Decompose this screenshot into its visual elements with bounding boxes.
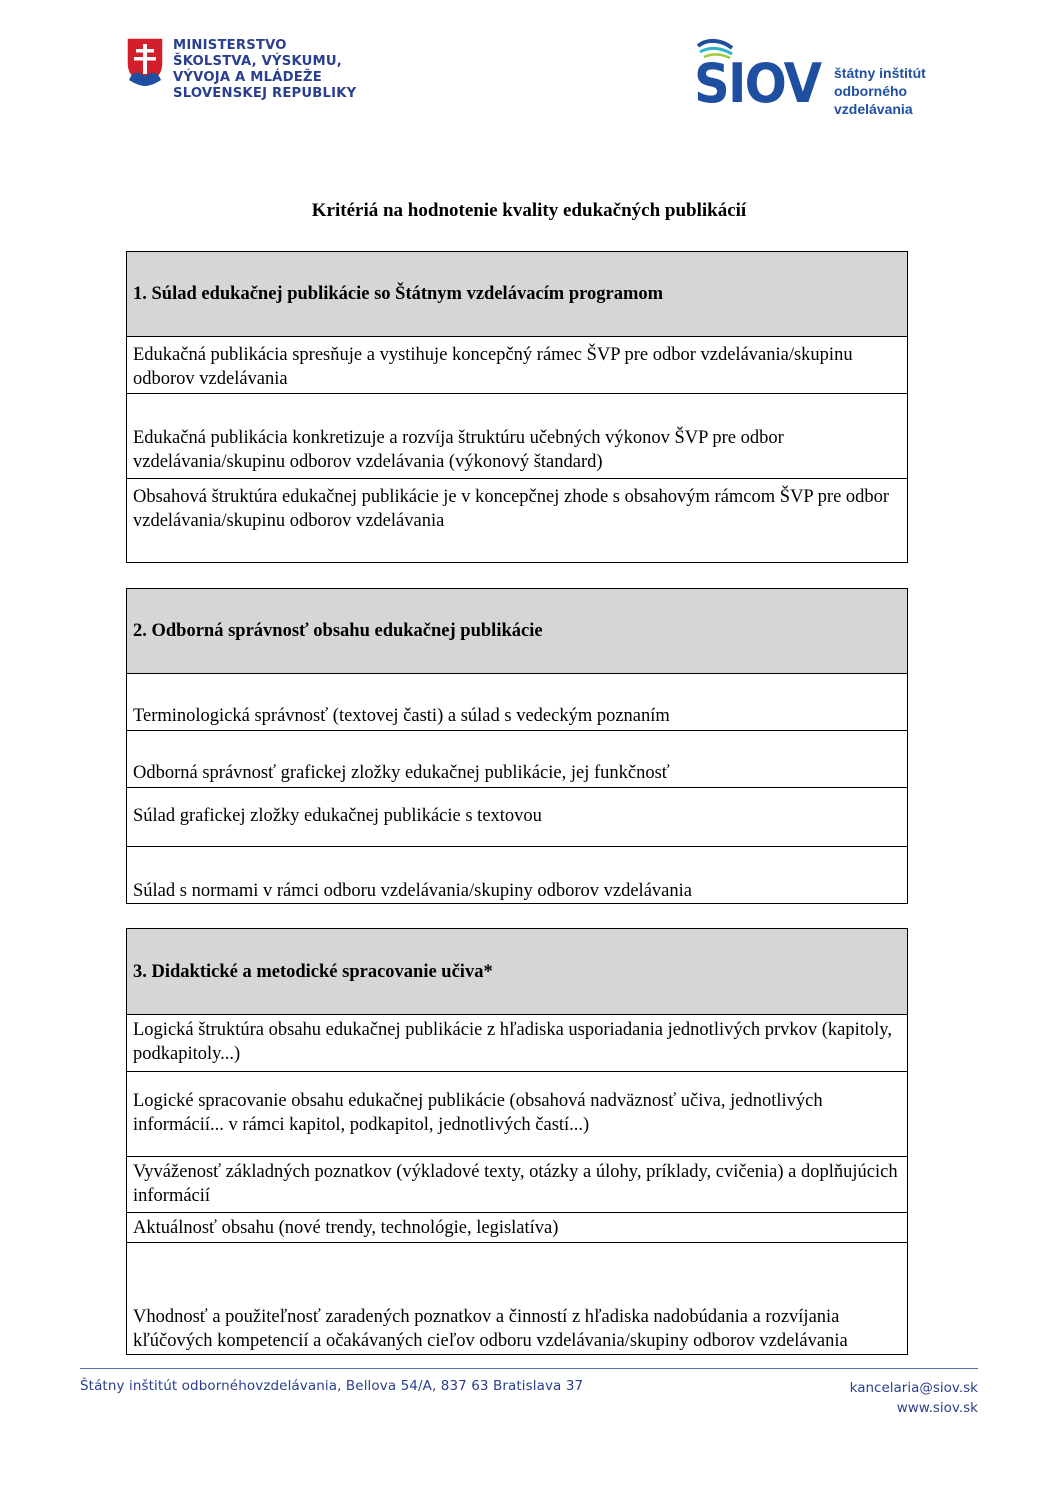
criterion-text: Logické spracovanie obsahu edukačnej publikácie (obsahová nadväznosť učiva, jednotlivých informácií... v rámci kapitol, podkapitol, jednotlivých častí...): [127, 1072, 908, 1157]
footer-email[interactable]: kancelaria@siov.sk: [849, 1380, 978, 1396]
criterion-text: Súlad s normami v rámci odboru vzdelávania/skupiny odborov vzdelávania: [127, 847, 908, 904]
criterion-text: Logická štruktúra obsahu edukačnej publikácie z hľadiska usporiadania jednotlivých prvkov (kapitoly, podkapitoly...): [127, 1015, 908, 1072]
siov-line-2: odborného: [834, 83, 908, 99]
criterion-text: Edukačná publikácia spresňuje a vystihuje koncepčný rámec ŠVP pre odbor vzdelávania/skupinu odborov vzdelávania: [127, 337, 908, 394]
ministry-line-2: ŠKOLSTVA, VÝSKUMU,: [173, 54, 342, 69]
section-heading-row: [127, 589, 908, 674]
section-heading: 2. Odborná správnosť obsahu edukačnej publikácie: [127, 589, 908, 674]
siov-line-3: vzdelávania: [834, 101, 913, 117]
section-heading-row: [127, 252, 908, 337]
ministry-name: [173, 38, 356, 102]
criterion-text: Súlad grafickej zložky edukačnej publikácie s textovou: [127, 788, 908, 847]
criterion-text: Vhodnosť a použiteľnosť zaradených poznatkov a činností z hľadiska nadobúdania a rozvíjania kľúčových kompetencií a očakávaných cieľov odboru vzdelávania/skupiny odborov vzdelávania: [127, 1243, 908, 1355]
ministry-logo: [125, 36, 365, 126]
criterion-text: Obsahová štruktúra edukačnej publikácie je v koncepčnej zhode s obsahovým rámcom ŠVP pre odbor vzdelávania/skupinu odborov vzdelávania: [127, 479, 908, 563]
section-heading: 3. Didaktické a metodické spracovanie učiva*: [127, 929, 908, 1015]
criterion-text: Odborná správnosť grafickej zložky edukačnej publikácie, jej funkčnosť: [127, 731, 908, 788]
section-heading-row: [127, 929, 908, 1015]
criterion-row: [127, 337, 908, 394]
criterion-row: [127, 1243, 908, 1355]
criteria-table-1: [126, 251, 908, 563]
criterion-row: [127, 1072, 908, 1157]
siov-subtitle: [834, 64, 926, 118]
ministry-line-3: VÝVOJA A MLÁDEŽE: [173, 70, 322, 85]
section-heading: 1. Súlad edukačnej publikácie so Štátnym vzdelávacím programom: [127, 252, 908, 337]
ministry-line-4: SLOVENSKEJ REPUBLIKY: [173, 86, 357, 101]
footer-address: Štátny inštitút odbornéhovzdelávania, Bellova 54/A, 837 63 Bratislava 37: [80, 1378, 584, 1394]
slovak-coat-of-arms-icon: [125, 36, 165, 88]
siov-line-1: štátny inštitút: [834, 65, 926, 81]
criterion-text: Vyváženosť základných poznatkov (výkladové texty, otázky a úlohy, príklady, cvičenia) a doplňujúcich informácií: [127, 1157, 908, 1213]
criterion-row: [127, 394, 908, 479]
ministry-line-1: MINISTERSTVO: [173, 38, 287, 53]
criterion-row: [127, 1157, 908, 1213]
criterion-row: [127, 479, 908, 563]
document-title: Kritériá na hodnotenie kvality edukačných publikácií: [311, 200, 747, 221]
criterion-row: [127, 1015, 908, 1072]
criterion-text: Terminologická správnosť (textovej časti) a súlad s vedeckým poznaním: [127, 674, 908, 731]
criteria-table-2: [126, 588, 908, 904]
criterion-row: [127, 788, 908, 847]
footer-divider: [80, 1368, 978, 1369]
footer-website[interactable]: www.siov.sk: [896, 1400, 978, 1416]
criterion-row: [127, 731, 908, 788]
siov-wordmark: SIOV: [694, 52, 821, 115]
criteria-table-3: [126, 928, 908, 1355]
criterion-row: [127, 1213, 908, 1243]
criterion-row: [127, 847, 908, 904]
criterion-text: Aktuálnosť obsahu (nové trendy, technológie, legislatíva): [127, 1213, 908, 1243]
criterion-row: [127, 674, 908, 731]
footer-contacts: [850, 1378, 978, 1418]
criterion-text: Edukačná publikácia konkretizuje a rozvíja štruktúru učebných výkonov ŠVP pre odbor vzdelávania/skupinu odborov vzdelávania (výkonový štandard): [127, 394, 908, 479]
siov-logo: [694, 36, 954, 126]
